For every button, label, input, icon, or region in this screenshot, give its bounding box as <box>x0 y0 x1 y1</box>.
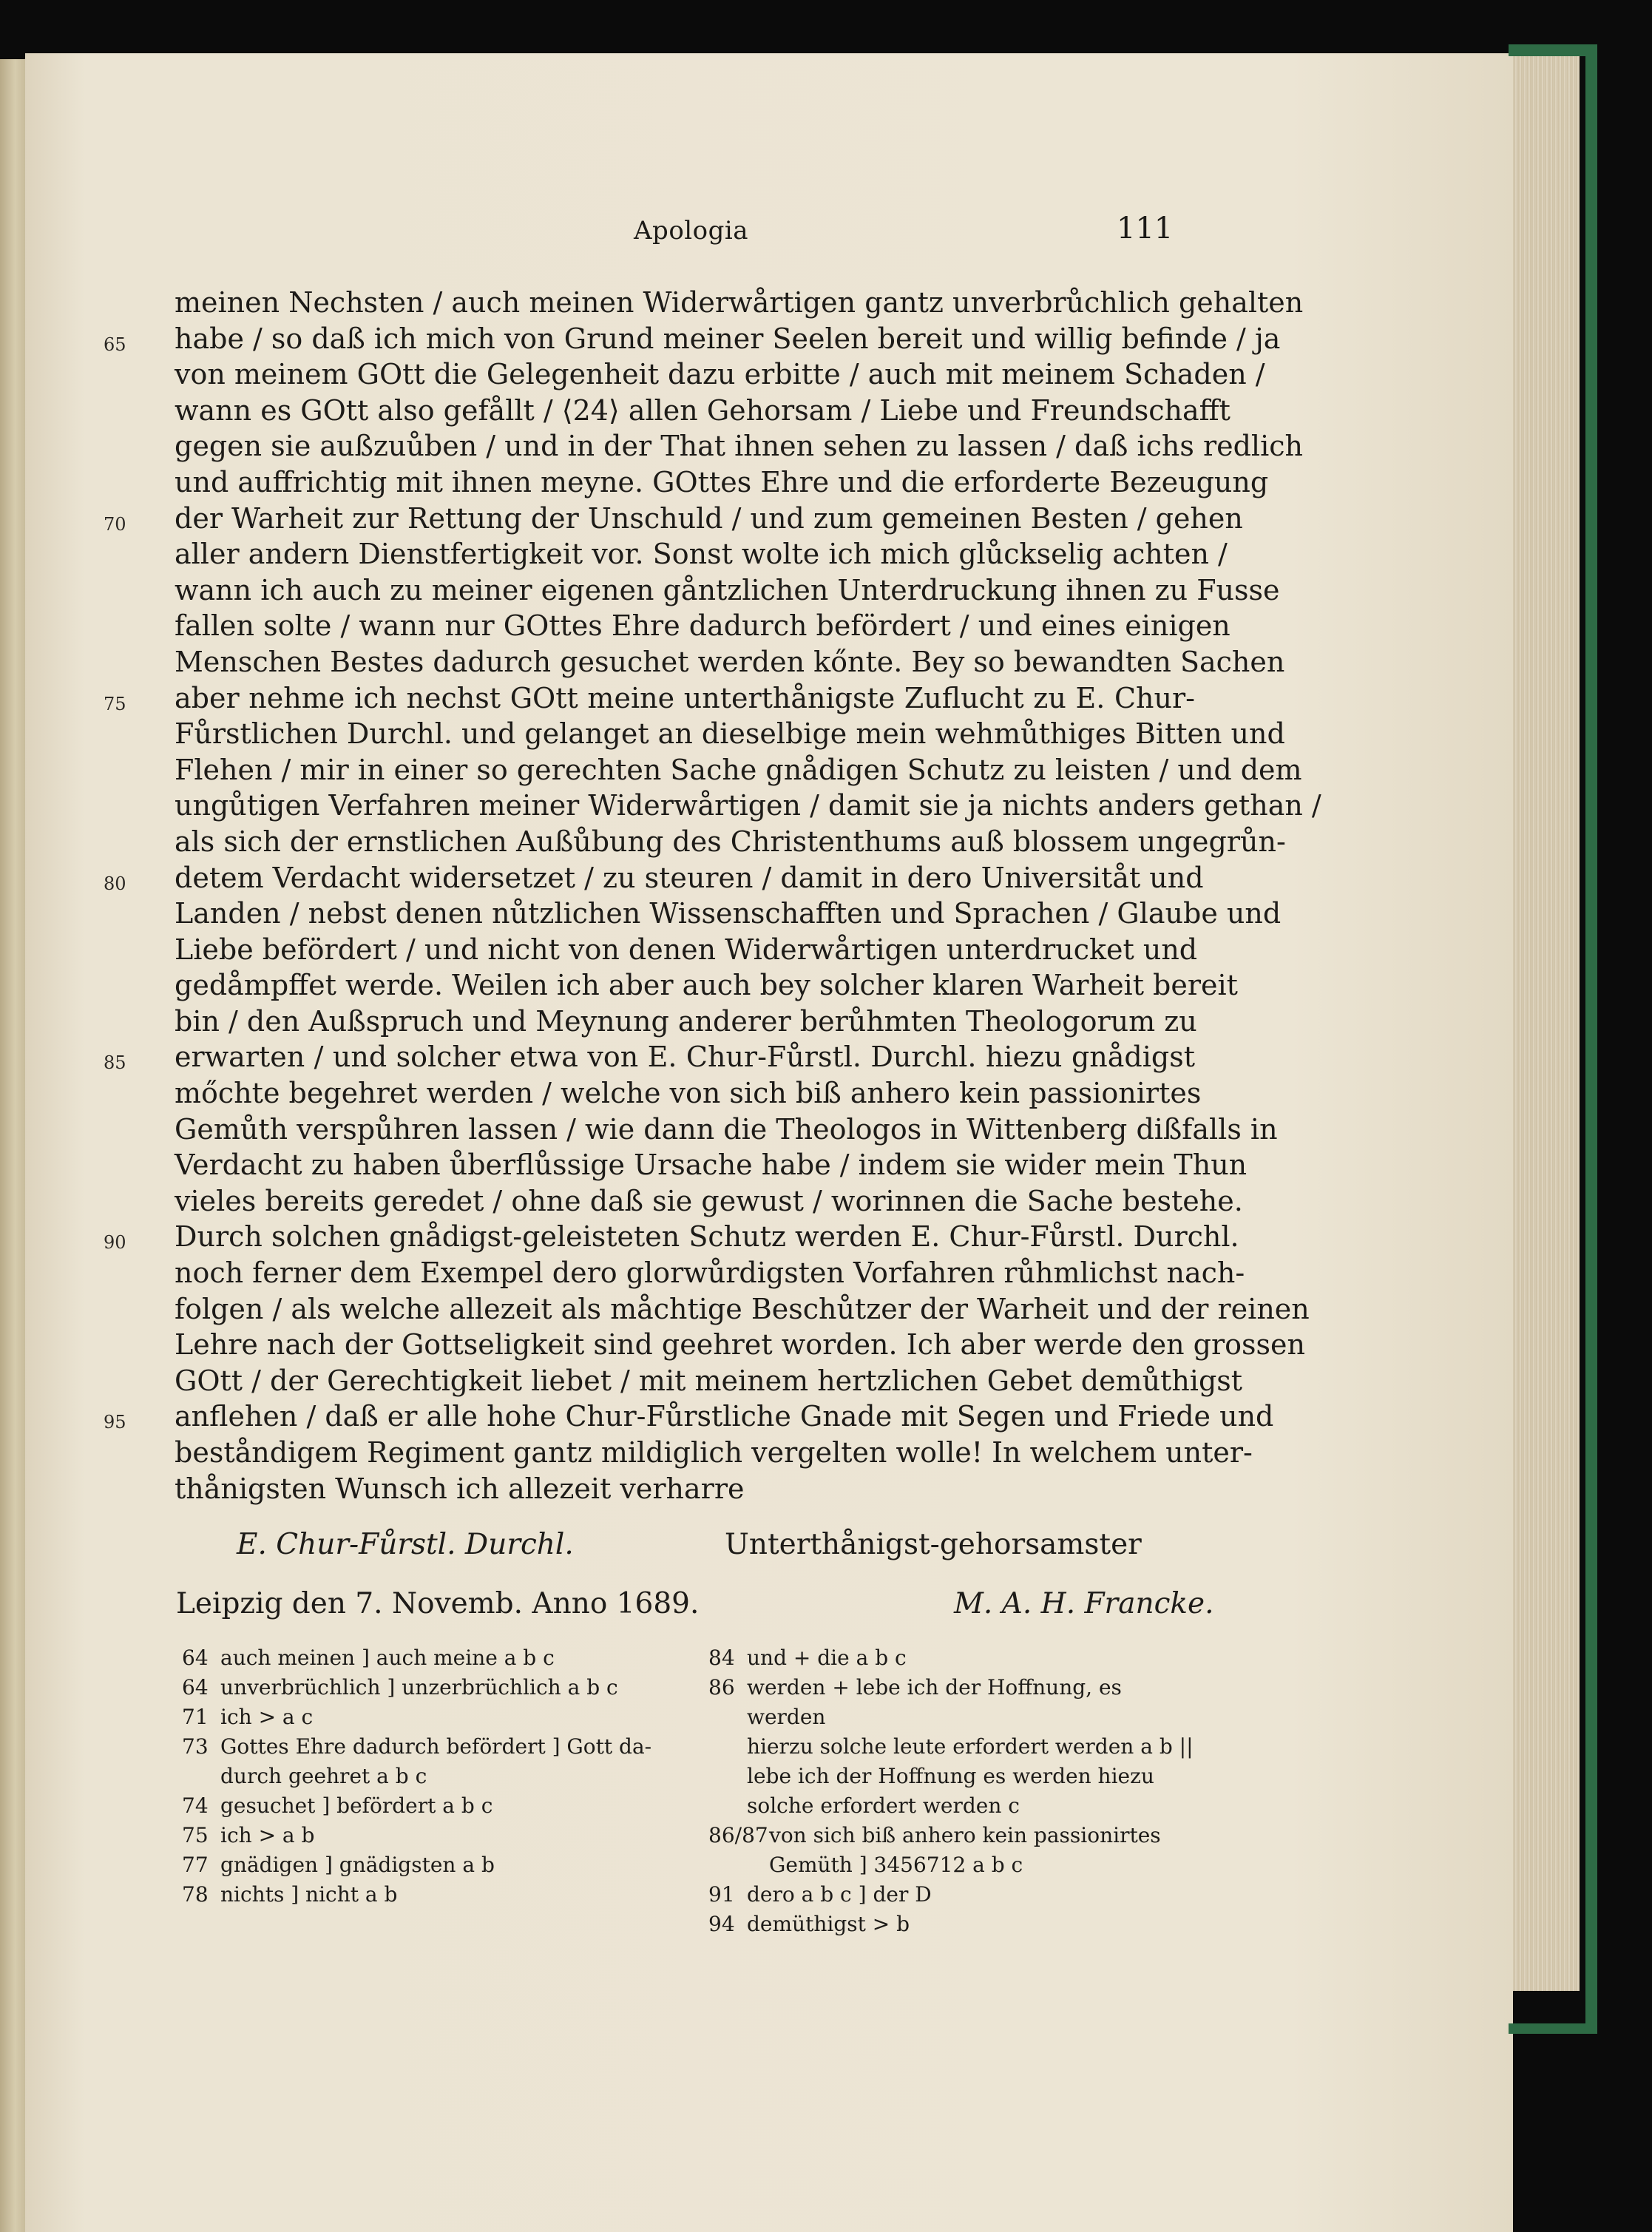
text-line <box>175 788 1321 824</box>
apparatus-notes-right <box>708 1643 1196 1939</box>
line-text: detem Verdacht widersetzet / zu steuren / damit in dero Universitåt und <box>175 861 1204 894</box>
line-text: als sich der ernstlichen Außůbung des Christenthums auß blossem ungegrůn- <box>175 825 1286 858</box>
running-head: Apologia <box>634 216 749 246</box>
apparatus-note <box>182 1791 692 1821</box>
line-text: Lehre nach der Gottseligkeit sind geehret worden. Ich aber werde den grossen <box>175 1328 1306 1362</box>
line-text: anflehen / daß er alle hohe Chur-Fůrstliche Gnade mit Segen und Friede und <box>175 1400 1274 1433</box>
text-line <box>175 428 1303 464</box>
line-text: folgen / als welche allezeit als måchtige Beschůtzer der Warheit und der reinen <box>175 1292 1310 1325</box>
text-line <box>104 1039 1195 1075</box>
text-line <box>175 752 1302 788</box>
line-text: gedåmpffet werde. Weilen ich aber auch bey solcher klaren Warheit bereit <box>175 969 1238 1002</box>
note-text: demüthigst > b <box>747 1912 910 1936</box>
line-number: 70 <box>104 513 126 535</box>
text-line <box>175 896 1282 932</box>
text-line <box>175 967 1238 1004</box>
note-text: und + die a b c <box>747 1646 907 1670</box>
line-text: aber nehme ich nechst GOtt meine unterthånigste Zuflucht zu E. Chur- <box>175 681 1195 714</box>
line-text: GOtt / der Gerechtigkeit liebet / mit meinem hertzlichen Gebet demůthigst <box>175 1364 1243 1397</box>
apparatus-note <box>708 1880 1196 1910</box>
text-line <box>175 824 1286 860</box>
note-line-ref: 75 <box>182 1823 209 1847</box>
note-line-ref: 86 <box>708 1675 735 1700</box>
text-line <box>104 321 1281 357</box>
text-line <box>104 1399 1274 1435</box>
note-line-ref: 64 <box>182 1646 209 1670</box>
note-line-ref: 91 <box>708 1882 735 1907</box>
line-text: Fůrstlichen Durchl. und gelanget an dieselbige mein wehmůthiges Bitten und <box>175 717 1285 751</box>
note-text: unverbrüchlich ] unzerbrüchlich a b c <box>220 1675 618 1700</box>
line-number: 65 <box>104 334 126 355</box>
line-number: 95 <box>104 1412 126 1433</box>
note-text-continued: hierzu solche leute erfordert werden a b || <box>747 1734 1194 1759</box>
note-line-ref: 86/87 <box>708 1823 768 1847</box>
main-text <box>104 285 1321 1506</box>
text-line <box>104 860 1204 896</box>
note-text: von sich biß anhero kein passionirtes <box>769 1823 1161 1847</box>
line-number: 75 <box>104 693 126 714</box>
line-text: thånigsten Wunsch ich allezeit verharre <box>175 1472 745 1505</box>
text-line <box>175 608 1230 644</box>
line-text: erwarten / und solcher etwa von E. Chur-Fůrstl. Durchl. hiezu gnådigst <box>175 1041 1195 1074</box>
text-line <box>104 1219 1239 1255</box>
line-text: Menschen Bestes dadurch gesuchet werden kőnte. Bey so bewandten Sachen <box>175 645 1285 678</box>
text-line <box>175 1075 1202 1112</box>
text-line <box>175 1435 1253 1471</box>
text-line <box>175 1363 1243 1399</box>
text-line <box>175 572 1280 609</box>
text-line <box>175 536 1228 572</box>
line-text: noch ferner dem Exempel dero glorwůrdigsten Vorfahren růhmlichst nach- <box>175 1257 1245 1290</box>
text-line <box>175 1471 1195 1507</box>
apparatus-note <box>182 1821 692 1850</box>
text-line <box>175 1147 1248 1183</box>
page-edges <box>1513 53 1580 1991</box>
note-text: ich > a c <box>220 1705 314 1729</box>
text-line <box>175 716 1285 752</box>
page-number: 111 <box>1117 212 1174 246</box>
note-text-continued: durch geehret a b c <box>220 1764 427 1788</box>
text-line <box>104 680 1195 717</box>
signature-addressee: E. Chur-Fůrstl. Durchl. <box>237 1528 574 1561</box>
line-text: gegen sie außzuůben / und in der That ihnen sehen zu lassen / daß ichs redlich <box>175 430 1303 463</box>
line-text: vieles bereits geredet / ohne daß sie gewust / worinnen die Sache bestehe. <box>175 1184 1243 1217</box>
text-line <box>175 393 1230 429</box>
note-text-continued: Gemüth ] 3456712 a b c <box>769 1853 1023 1877</box>
line-text: bin / den Außspruch und Meynung anderer berůhmten Theologorum zu <box>175 1004 1197 1038</box>
apparatus-note <box>182 1702 692 1732</box>
note-line-ref: 78 <box>182 1882 209 1907</box>
line-text: Gemůth verspůhren lassen / wie dann die Theologos in Wittenberg dißfalls in <box>175 1112 1278 1146</box>
line-text: Flehen / mir in einer so gerechten Sache gnådigen Schutz zu leisten / und dem <box>175 753 1302 786</box>
note-text: gesuchet ] befördert a b c <box>220 1793 493 1818</box>
text-line <box>175 1291 1310 1328</box>
signature-place-date: Leipzig den 7. Novemb. Anno 1689. <box>176 1587 700 1620</box>
text-line <box>175 1004 1195 1040</box>
note-line-ref: 84 <box>708 1646 735 1670</box>
apparatus-note <box>708 1673 1196 1821</box>
note-line-ref: 64 <box>182 1675 209 1700</box>
apparatus-note <box>708 1821 1196 1880</box>
line-text: fallen solte / wann nur GOttes Ehre dadurch befördert / und eines einigen <box>175 609 1230 643</box>
text-line <box>104 501 1243 537</box>
note-line-ref: 77 <box>182 1853 209 1877</box>
note-text: werden + lebe ich der Hoffnung, es werden <box>747 1675 1122 1729</box>
line-text: habe / so daß ich mich von Grund meiner Seelen bereit und willig befinde / ja <box>175 322 1281 355</box>
text-line <box>175 644 1285 680</box>
text-line <box>175 1255 1245 1291</box>
line-text: ungůtigen Verfahren meiner Widerwårtigen / damit sie ja nichts anders gethan / <box>175 789 1321 822</box>
apparatus-note <box>708 1910 1196 1939</box>
line-text: aller andern Dienstfertigkeit vor. Sonst wolte ich mich glůckselig achten / <box>175 538 1228 571</box>
apparatus-note <box>182 1673 692 1702</box>
line-text: von meinem GOtt die Gelegenheit dazu erbitte / auch mit meinem Schaden / <box>175 358 1265 391</box>
text-line <box>175 932 1198 968</box>
line-text: Landen / nebst denen nůtzlichen Wissenschafften und Sprachen / Glaube und <box>175 897 1282 930</box>
line-text: wann ich auch zu meiner eigenen gåntzlichen Unterdruckung ihnen zu Fusse <box>175 573 1280 606</box>
line-text: beståndigem Regiment gantz mildiglich vergelten wolle! In welchem unter- <box>175 1436 1253 1469</box>
apparatus-note <box>182 1850 692 1880</box>
note-text: auch meinen ] auch meine a b c <box>220 1646 555 1670</box>
note-text: ich > a b <box>220 1823 315 1847</box>
apparatus-note <box>182 1643 692 1673</box>
signature-name: M. A. H. Francke. <box>954 1587 1214 1620</box>
line-text: und auffrichtig mit ihnen meyne. GOttes Ehre und die erforderte Bezeugung <box>175 465 1269 498</box>
line-text: Durch solchen gnådigst-geleisteten Schutz werden E. Chur-Fůrstl. Durchl. <box>175 1220 1239 1254</box>
note-line-ref: 73 <box>182 1734 209 1759</box>
apparatus-note <box>708 1643 1196 1673</box>
signature-closing: Unterthånigst-gehorsamster <box>725 1528 1142 1561</box>
note-text: Gottes Ehre dadurch befördert ] Gott da- <box>220 1734 652 1759</box>
apparatus-note <box>182 1732 692 1791</box>
line-number: 90 <box>104 1232 126 1254</box>
text-line <box>175 1183 1243 1220</box>
apparatus-notes-left <box>182 1643 692 1910</box>
line-number: 80 <box>104 873 126 894</box>
apparatus-note <box>182 1880 692 1910</box>
text-line <box>175 285 1304 321</box>
left-page-edge <box>0 59 25 2232</box>
line-text: Verdacht zu haben ůberflůssige Ursache habe / indem sie wider mein Thun <box>175 1149 1248 1182</box>
line-text: mőchte begehret werden / welche von sich biß anhero kein passionirtes <box>175 1077 1202 1110</box>
text-line <box>175 1112 1278 1148</box>
note-text-continued: solche erfordert werden c <box>747 1793 1020 1818</box>
note-line-ref: 74 <box>182 1793 209 1818</box>
text-line <box>175 464 1269 501</box>
line-text: meinen Nechsten / auch meinen Widerwårtigen gantz unverbrůchlich gehalten <box>175 286 1304 319</box>
line-text: wann es GOtt also gefållt / ⟨24⟩ allen Gehorsam / Liebe und Freundschafft <box>175 393 1230 427</box>
line-number: 85 <box>104 1052 126 1074</box>
note-text: dero a b c ] der D <box>747 1882 932 1907</box>
text-line <box>175 1327 1306 1363</box>
note-line-ref: 71 <box>182 1705 209 1729</box>
line-text: Liebe befördert / und nicht von denen Widerwårtigen unterdrucket und <box>175 933 1198 966</box>
note-line-ref: 94 <box>708 1912 735 1936</box>
note-text: gnädigen ] gnädigsten a b <box>220 1853 495 1877</box>
note-text-continued: lebe ich der Hoffnung es werden hiezu <box>747 1764 1154 1788</box>
line-text: der Warheit zur Rettung der Unschuld / und zum gemeinen Besten / gehen <box>175 501 1243 535</box>
note-text: nichts ] nicht a b <box>220 1882 398 1907</box>
text-line <box>175 356 1265 393</box>
